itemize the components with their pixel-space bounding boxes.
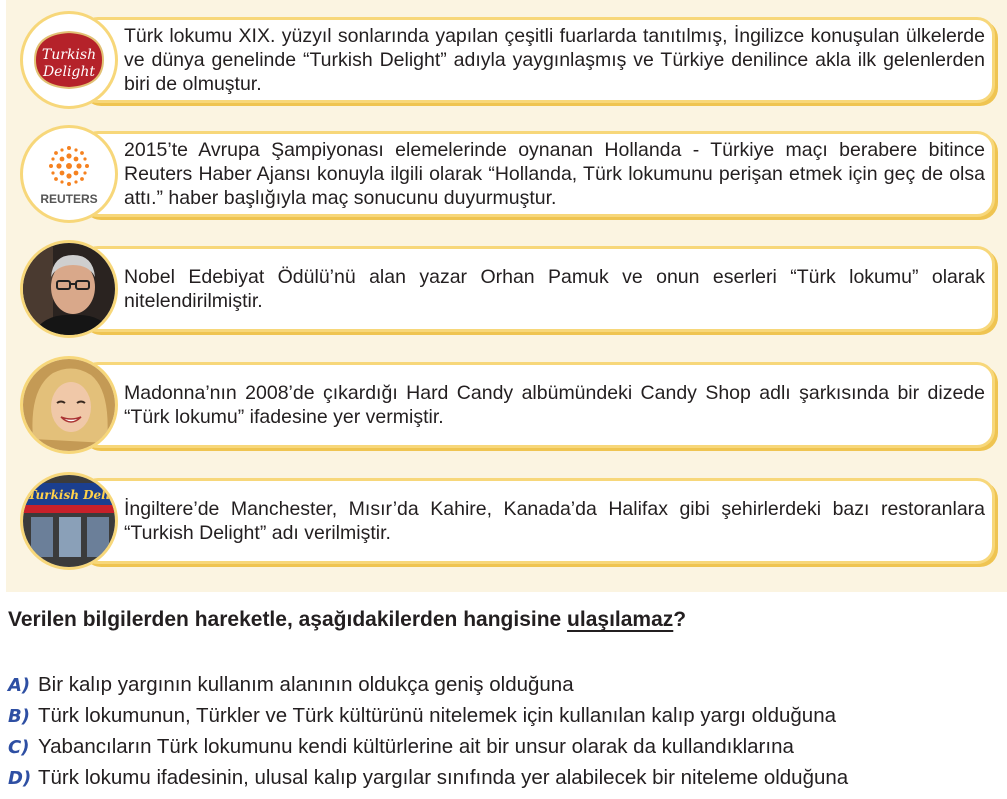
option-text: Türk lokumu ifadesinin, ulusal kalıp yargılar sınıfında yer alabilecek bir niteleme olduğuna — [38, 766, 849, 789]
question-text — [8, 608, 1003, 632]
option-text: Bir kalıp yargının kullanım alanının oldukça geniş olduğuna — [38, 673, 574, 696]
option-text: Yabancıların Türk lokumunu kendi kültürlerine ait bir unsur olarak da kullandıklarına — [38, 735, 794, 758]
option-b[interactable] — [8, 704, 836, 728]
card-text: İngiltere’de Manchester, Mısır’da Kahire, Kanada’da Halifax gibi şehirlerdeki bazı restoranlara “Turkish Delight” adı verilmiştir. — [124, 498, 985, 544]
card-text: 2015’te Avrupa Şampiyonası elemelerinde oynanan Hollanda - Türkiye maçı berabere bitince Reuters Haber Ajansı konuyla ilgili olarak “Hollanda, Türk lokumunu perişan etmek için geç de olsa attı.” haber başlığıyla maç sonucunu duyurmuştur. — [124, 139, 985, 209]
svg-text:Turkish Deli: Turkish Deli — [27, 488, 111, 502]
svg-text:Delight: Delight — [42, 64, 96, 80]
turkish-delight-logo — [20, 11, 118, 109]
info-card-orhan-pamuk — [20, 240, 995, 338]
card-text: Madonna’nın 2008’de çıkardığı Hard Candy albümündeki Candy Shop adlı şarkısında bir dizede “Türk lokumu” ifadesine yer vermiştir. — [124, 382, 985, 428]
card-text: Nobel Edebiyat Ödülü’nü alan yazar Orhan Pamuk ve onun eserleri “Türk lokumu” olarak nitelendirilmiştir. — [124, 266, 985, 312]
option-letter: C) — [8, 737, 30, 758]
option-text: Türk lokumunun, Türkler ve Türk kültürünü nitelemek için kullanılan kalıp yargı olduğuna — [38, 704, 837, 727]
question-underlined: ulaşılamaz — [567, 608, 674, 631]
question-before: Verilen bilgilerden hareketle, aşağıdakilerden hangisine — [8, 608, 568, 631]
option-letter: B) — [8, 706, 30, 727]
info-card-restaurants — [20, 472, 995, 570]
card-text: Türk lokumu XIX. yüzyıl sonlarında yapılan çeşitli fuarlarda tanıtılmış, İngilizce konuşulan ülkelerde ve dünya genelinde “Turkish Delight” adıyla yaygınlaşmış ve Türkiye denilince akla ilk gelenlerden biri de olmuştur. — [124, 25, 985, 95]
svg-text:REUTERS: REUTERS — [40, 192, 98, 206]
option-d[interactable] — [8, 766, 848, 790]
info-card-reuters — [20, 125, 995, 223]
option-c[interactable] — [8, 735, 794, 759]
info-card-madonna — [20, 356, 995, 454]
option-letter: D) — [8, 768, 32, 789]
question-after: ? — [673, 608, 687, 631]
restaurant-photo — [20, 472, 118, 570]
svg-text:Turkish: Turkish — [41, 47, 97, 63]
madonna-photo — [20, 356, 118, 454]
info-panel — [6, 0, 1007, 592]
option-a[interactable] — [8, 673, 574, 697]
orhan-pamuk-photo — [20, 240, 118, 338]
option-letter: A) — [8, 675, 31, 696]
info-card-turkish-delight — [20, 11, 995, 109]
reuters-logo — [20, 125, 118, 223]
